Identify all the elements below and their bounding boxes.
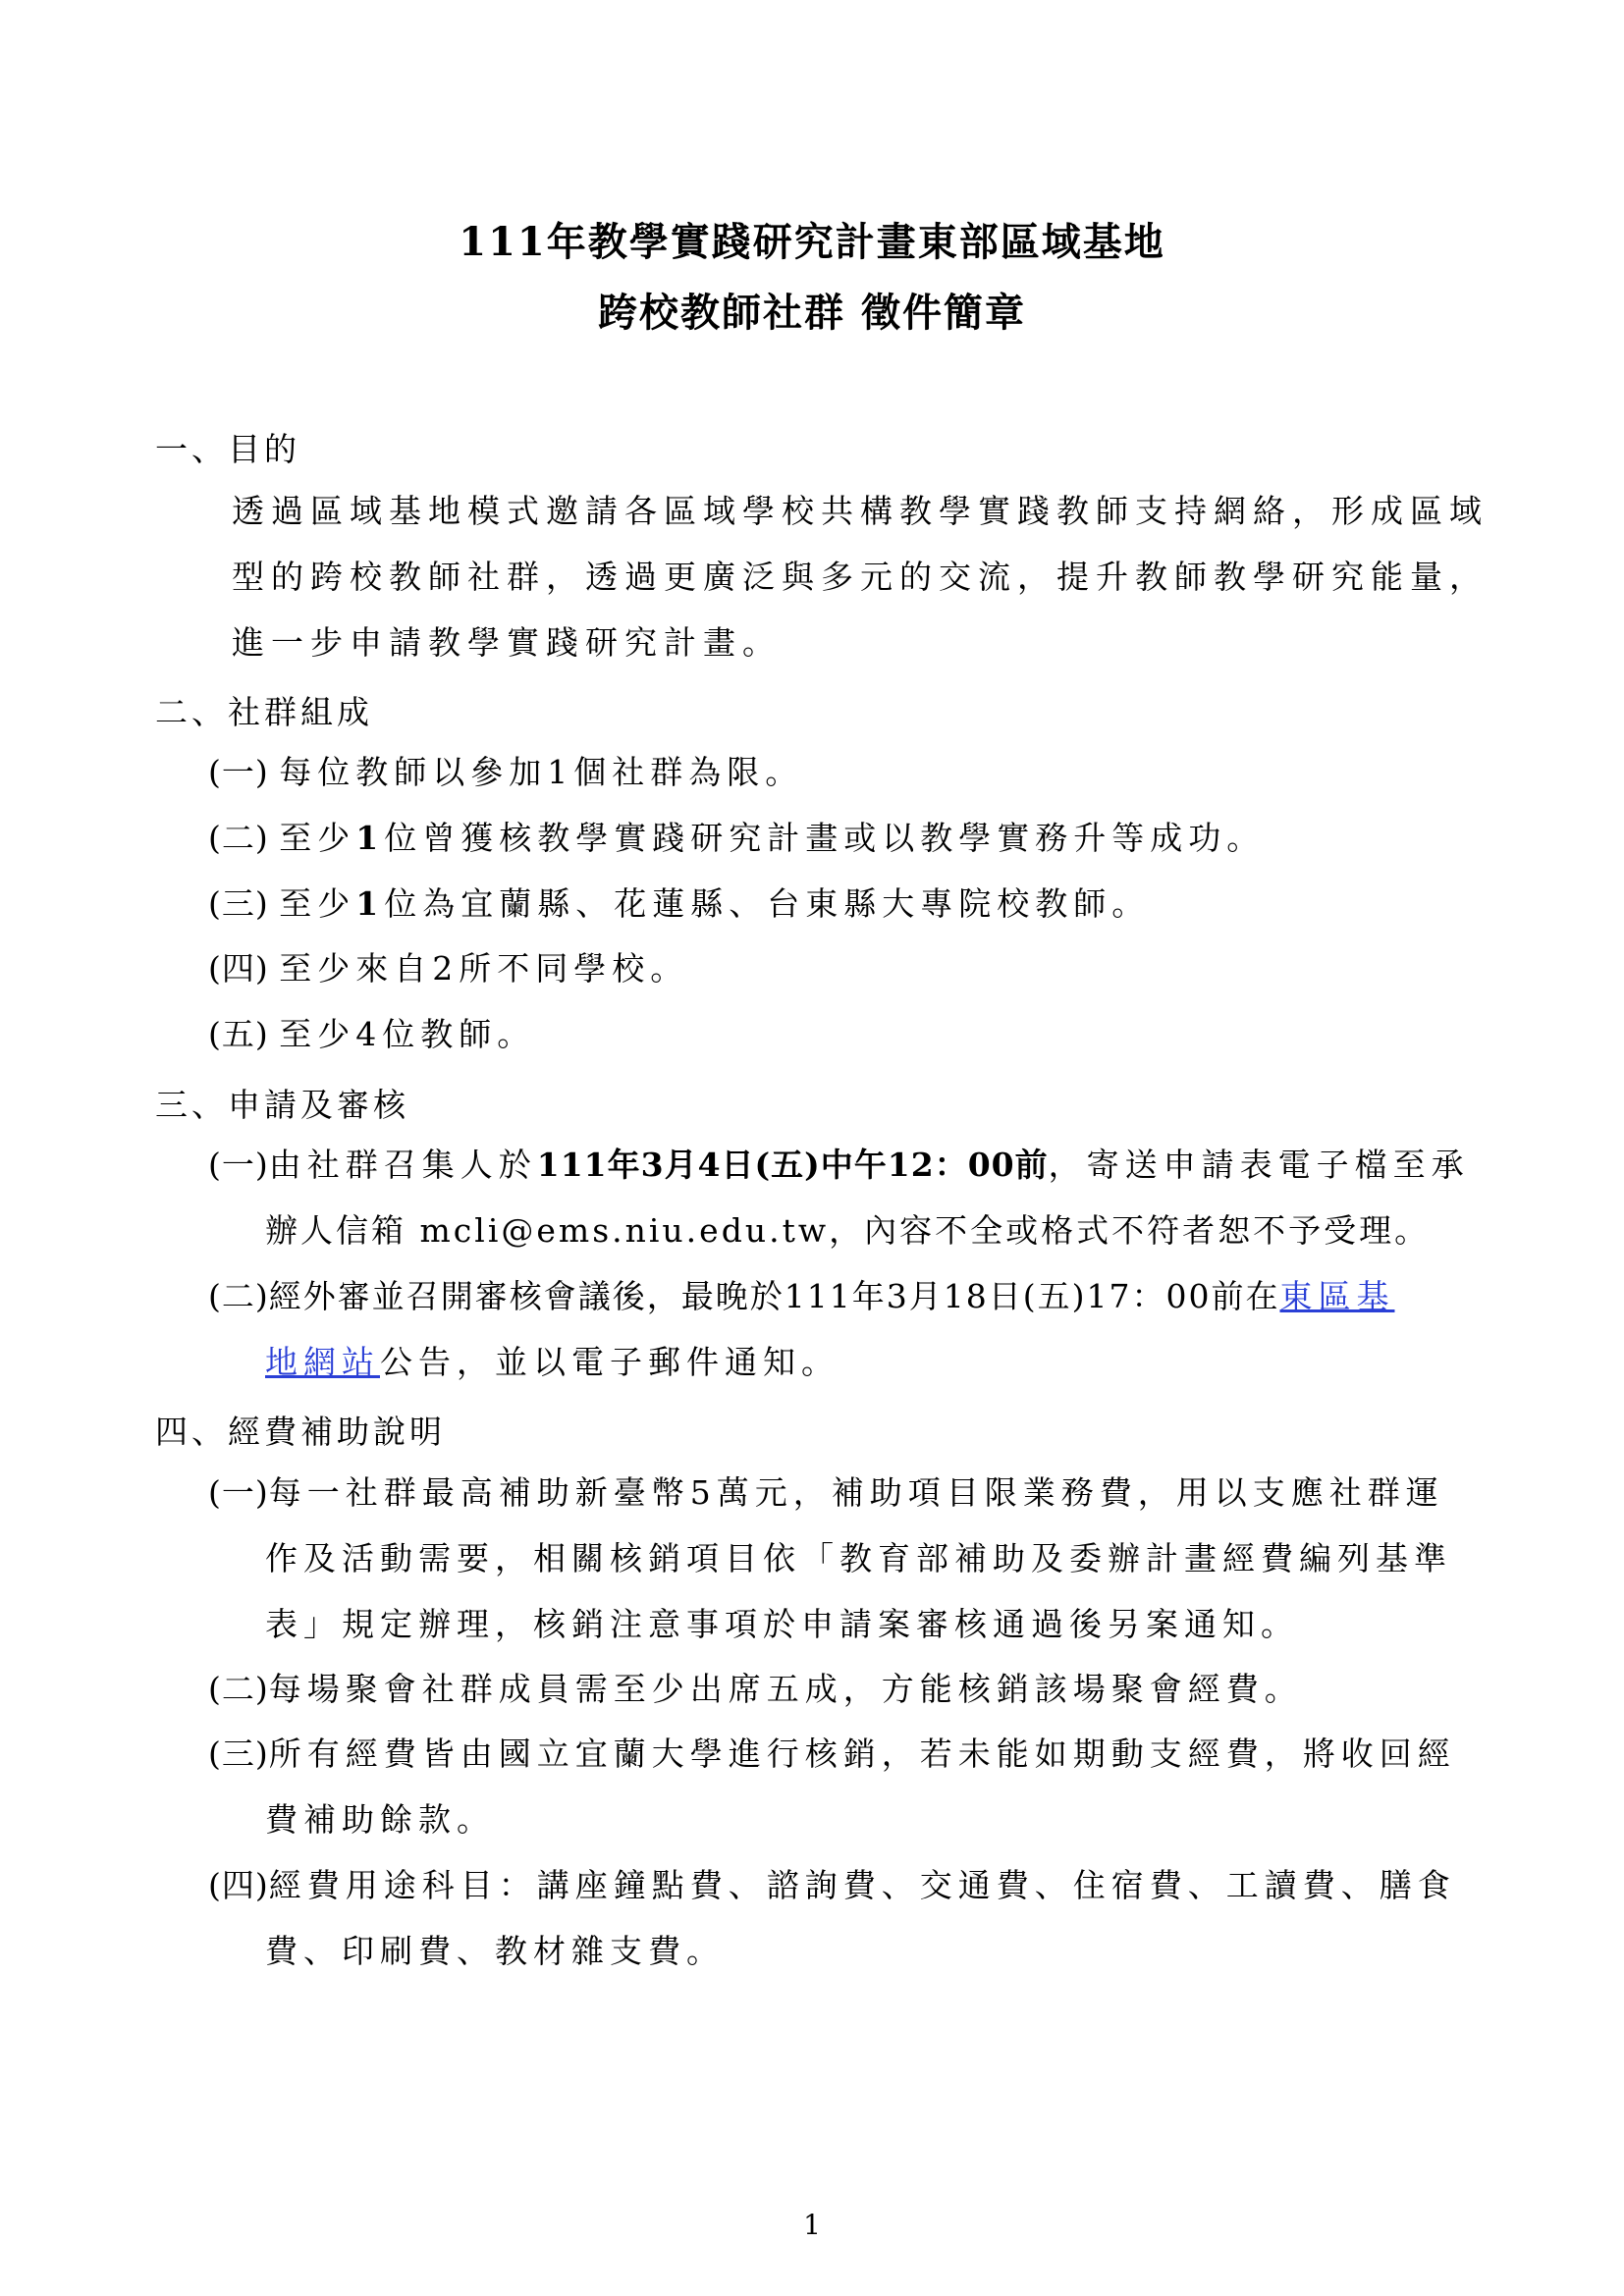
section-title: 社群組成 xyxy=(228,693,373,731)
item-marker: (二) xyxy=(208,1277,269,1315)
item-text-post: 位為宜蘭縣、花蓮縣、台東縣大專院校教師。 xyxy=(384,884,1151,923)
item-marker: (三) xyxy=(208,1735,269,1773)
list-item xyxy=(208,1132,1494,1263)
paragraph-line: 進一步申請教學實踐研究計畫。 xyxy=(232,623,782,662)
list-item xyxy=(208,871,1494,936)
item-text-bold: 1 xyxy=(355,884,385,923)
item-text-pre: 經外審並召開審核會議後，最晚於111年3月18日(五)17：00前在 xyxy=(268,1277,1280,1315)
item-continuation: 費補助餘款。 xyxy=(265,1800,495,1839)
list-item xyxy=(208,1001,1494,1067)
section-1-heading xyxy=(155,424,300,470)
section-number: 一、 xyxy=(155,430,228,468)
list-item xyxy=(208,1721,1494,1852)
item-text: 所有經費皆由國立宜蘭大學進行核銷，若未能如期動支經費，將收回經 xyxy=(268,1735,1456,1773)
document-title-line2: 跨校教師社群 徵件簡章 xyxy=(598,290,1026,336)
item-continuation: 費、印刷費、教材雜支費。 xyxy=(265,1932,725,1970)
item-text: 每一社群最高補助新臺幣5萬元，補助項目限業務費，用以支應社群運 xyxy=(268,1473,1444,1512)
item-text-pre: 由社群召集人於 xyxy=(268,1146,537,1184)
section-1-paragraph xyxy=(232,478,1489,675)
item-text: 至少4位教師。 xyxy=(279,1015,536,1053)
item-text: 至少來自2所不同學校。 xyxy=(279,949,689,988)
east-base-website-link[interactable]: 地網站 xyxy=(265,1343,380,1381)
section-3-heading xyxy=(155,1080,409,1126)
item-text-pre: 至少 xyxy=(279,819,356,857)
item-text-post: ，寄送申請表電子檔至承 xyxy=(1048,1146,1470,1184)
paragraph-line: 型的跨校教師社群，透過更廣泛與多元的交流，提升教師教學研究能量， xyxy=(232,558,1489,596)
item-text-pre: 至少 xyxy=(279,884,356,923)
paragraph-line: 透過區域基地模式邀請各區域學校共構教學實踐教師支持網絡，形成區域 xyxy=(232,492,1489,530)
item-marker: (三) xyxy=(208,884,269,923)
section-2-heading xyxy=(155,687,373,733)
item-text: 經費用途科目：講座鐘點費、諮詢費、交通費、住宿費、工讀費、膳食 xyxy=(268,1866,1456,1904)
item-marker: (一) xyxy=(208,1473,269,1512)
section-title: 申請及審核 xyxy=(228,1086,409,1124)
item-continuation: 表」規定辦理，核銷注意事項於申請案審核通過後另案通知。 xyxy=(265,1605,1299,1643)
item-text: 每位教師以參加1個社群為限。 xyxy=(279,753,804,791)
item-continuation: 辦人信箱 mcli@ems.niu.edu.tw，內容不全或格式不符者恕不予受理。 xyxy=(265,1211,1431,1250)
item-marker: (一) xyxy=(208,753,269,791)
section-number: 二、 xyxy=(155,693,228,731)
page-number: 1 xyxy=(803,2209,821,2241)
section-title: 目的 xyxy=(228,430,300,468)
item-text-bold: 1 xyxy=(355,819,385,857)
list-item xyxy=(208,1263,1494,1395)
section-title: 經費補助說明 xyxy=(228,1413,446,1451)
item-marker: (四) xyxy=(208,1866,269,1904)
item-marker: (一) xyxy=(208,1146,269,1184)
item-marker: (五) xyxy=(208,1015,269,1053)
item-text: 每場聚會社群成員需至少出席五成，方能核銷該場聚會經費。 xyxy=(268,1670,1303,1708)
section-number: 四、 xyxy=(155,1413,228,1451)
list-item xyxy=(208,739,1494,805)
east-base-website-link[interactable]: 東區基 xyxy=(1279,1277,1395,1315)
item-marker: (四) xyxy=(208,949,269,988)
item-marker: (二) xyxy=(208,819,269,857)
item-text-post: 位曾獲核教學實踐研究計畫或以教學實務升等成功。 xyxy=(384,819,1266,857)
item-marker: (二) xyxy=(208,1670,269,1708)
section-4-heading xyxy=(155,1407,446,1453)
list-item xyxy=(208,805,1494,871)
list-item xyxy=(208,1656,1494,1722)
list-item xyxy=(208,1460,1494,1657)
section-number: 三、 xyxy=(155,1086,228,1124)
list-item xyxy=(208,1852,1494,1984)
document-title-line1: 111年教學實踐研究計畫東部區域基地 xyxy=(459,219,1165,265)
deadline-bold-text: 111年3月4日(五)中午12：00前 xyxy=(536,1146,1049,1184)
item-continuation: 作及活動需要，相關核銷項目依「教育部補助及委辦計畫經費編列基準 xyxy=(265,1539,1452,1577)
list-item xyxy=(208,935,1494,1001)
item-text-post: 公告，並以電子郵件通知。 xyxy=(380,1343,839,1381)
